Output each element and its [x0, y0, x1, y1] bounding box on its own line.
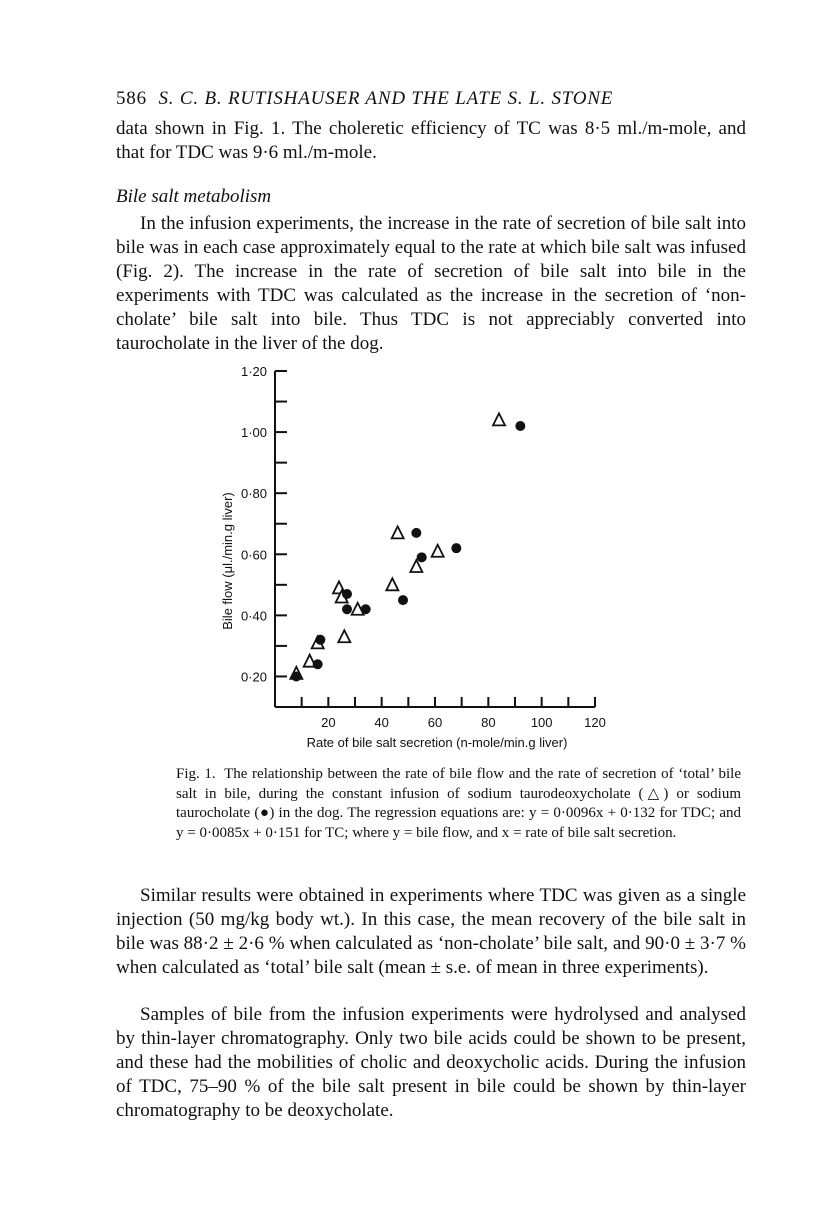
x-tick-label: 100	[530, 715, 553, 730]
chart-marks	[290, 413, 525, 681]
tdc-triangle-point	[338, 630, 350, 642]
y-tick-label: 1·20	[240, 366, 267, 379]
y-axis-label: Bile flow (μl./min.g liver)	[220, 492, 235, 630]
x-tick-label: 120	[584, 715, 606, 730]
scatter-chart	[210, 366, 630, 756]
figure-1	[210, 366, 630, 756]
tc-circle-point	[315, 635, 325, 645]
y-tick-label: 0·80	[240, 486, 267, 502]
figure-caption	[176, 765, 741, 843]
running-header	[116, 88, 746, 110]
tc-circle-point	[417, 552, 427, 562]
tc-circle-point	[398, 595, 408, 605]
tc-circle-point	[313, 659, 323, 669]
tc-circle-point	[451, 543, 461, 553]
y-tick-label: 0·20	[240, 669, 267, 685]
tc-circle-point	[342, 589, 352, 599]
page-number: 586	[116, 88, 147, 109]
figure-caption-text: The relationship between the rate of bile flow and the rate of secretion of ‘total’ bile salt in bile, during the constant infusion of sodium taurodeoxycholate (△) or sodium taurocholate (●) in the dog. The regression equations are: y = 0·0096x + 0·132 for TDC; and y = 0·0085x + 0·151 for TC; where y = bile flow, and x = rate of bile salt secretion.	[176, 766, 741, 841]
tdc-triangle-point	[432, 545, 444, 557]
running-title: S. C. B. RUTISHAUSER AND THE LATE S. L. STONE	[158, 88, 614, 109]
tc-circle-point	[342, 604, 352, 614]
tdc-triangle-point	[493, 413, 505, 425]
x-tick-label: 40	[374, 715, 389, 730]
paragraph-single-injection: Similar results were obtained in experiments where TDC was given as a single injection (50 mg/kg body wt.). In this case, the mean recovery of the bile salt in bile was 88·2 ± 2·6 % when calculated as ‘non-cholate’ bile salt, and 90·0 ± 3·7 % when calculated as ‘total’ bile salt (mean ± s.e. of mean in three experiments).	[116, 885, 746, 978]
x-axis-label: Rate of bile salt secretion (n-mole/min.g liver)	[306, 735, 568, 750]
section-heading: Bile salt metabolism	[116, 186, 272, 207]
y-tick-label: 0·60	[240, 547, 267, 563]
tdc-triangle-point	[386, 578, 398, 590]
x-tick-label: 60	[427, 715, 443, 730]
tc-circle-point	[411, 528, 421, 538]
tc-circle-point	[361, 604, 371, 614]
x-tick-label: 80	[481, 715, 496, 730]
tc-circle-point	[515, 421, 525, 431]
x-tick-label: 20	[321, 715, 336, 730]
y-tick-label: 0·40	[240, 608, 267, 624]
paragraph-chromatography: Samples of bile from the infusion experiments were hydrolysed and analysed by thin-layer chromatography. Only two bile acids could be shown to be present, and these had the mobilities of cholic and deoxycholic acids. During the infusion of TDC, 75–90 % of the bile salt present in bile could be shown by thin-layer chromatography to be deoxycholate.	[116, 1004, 746, 1121]
tdc-triangle-point	[392, 526, 404, 538]
paragraph-infusion: In the infusion experiments, the increase in the rate of secretion of bile salt into bile was in each case approximately equal to the rate at which bile salt was infused (Fig. 2). The increase in the rate of secretion of bile salt into bile in the experiments with TDC was calculated as the increase in the secretion of ‘non-cholate’ bile salt into bile. Thus TDC is not appreciably converted into taurocholate in the liver of the dog.	[116, 213, 746, 354]
tc-circle-point	[291, 671, 301, 681]
y-tick-label: 1·00	[240, 425, 267, 441]
intro-paragraph: data shown in Fig. 1. The choleretic efficiency of TC was 8·5 ml./m-mole, and that for TDC was 9·6 ml./m-mole.	[116, 118, 746, 163]
figure-caption-label: Fig. 1.	[176, 766, 216, 782]
